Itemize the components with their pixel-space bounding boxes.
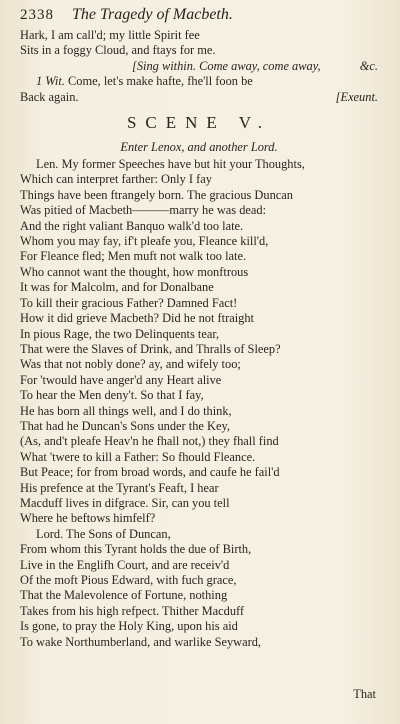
speech: Come, let's make hafte, fhe'll foon be (68, 74, 253, 89)
scene-text (20, 157, 378, 650)
verse-line: Live in the Englifh Court, and are receiv'd (20, 557, 230, 572)
verse-line: He has born all things well, and I do think, (20, 403, 232, 418)
verse-line: Was pitied of Macbeth———marry he was dead: (20, 203, 267, 218)
verse-line: From whom this Tyrant holds the due of Birth, (20, 542, 252, 557)
verse-line: What 'twere to kill a Father: So fhould Fleance. (20, 449, 256, 464)
running-title: The Tragedy of Macbeth. (72, 6, 233, 23)
verse-line: Len. My former Speeches have but hit your Thoughts, (36, 157, 305, 172)
verse-line: Which can interpret farther: Only I fay (20, 172, 212, 187)
verse-line: Whom you may fay, if't pleafe you, Fleance kill'd, (20, 234, 269, 249)
speech: Back again. (20, 89, 79, 104)
text-block (20, 28, 378, 105)
verse-line: For 'twould have anger'd any Heart alive (20, 372, 222, 387)
verse-line: For Fleance fled; Men muft not walk too late. (20, 249, 247, 264)
verse-line: Hark, I am call'd; my little Spirit fee (20, 28, 200, 42)
verse-line: How it did grieve Macbeth? Did he not ftraight (20, 311, 254, 326)
verse-line: Things have been ftrangely born. The gracious Duncan (20, 187, 293, 202)
verse-line: In pious Rage, the two Delinquents tear, (20, 326, 220, 341)
verse-line: (As, and't pleafe Heav'n he fhall not,) they fhall find (20, 434, 279, 449)
verse-line: Lord. The Sons of Duncan, (36, 526, 171, 541)
running-header (20, 4, 378, 28)
verse-line: Macduff lives in difgrace. Sir, can you tell (20, 495, 230, 510)
exeunt-direction: [Exeunt. (335, 89, 378, 104)
verse-line: To hear the Men deny't. So that I fay, (20, 388, 204, 403)
verse-line: Sits in a foggy Cloud, and ftays for me. (20, 43, 216, 58)
verse-line: Is gone, to pray the Holy King, upon his aid (20, 619, 238, 634)
entrance-characters: Lenox, and another Lord. (151, 140, 278, 155)
verse-line: Takes from his high refpect. Thither Macduff (20, 603, 245, 618)
verse-line: Where he beftows himfelf? (20, 511, 156, 526)
verse-line: His prefence at the Tyrant's Feaft, I hear (20, 480, 219, 495)
verse-line (20, 90, 378, 105)
stage-direction-text: [Sing within. Come away, come away, (132, 58, 321, 73)
verse-line: And the right valiant Banquo walk'd too late. (20, 218, 244, 233)
scene-heading: SCENE V. (126, 113, 272, 133)
entrance-direction (20, 139, 378, 155)
verse-line: That the Malevolence of Fortune, nothing (20, 588, 228, 603)
verse-line: But Peace; for from broad words, and caufe he fail'd (20, 465, 280, 480)
page-number: 2338 (20, 7, 54, 23)
enter-word: Enter (120, 140, 148, 155)
speaker: 1 Wit. (36, 74, 65, 89)
verse-line: That had he Duncan's Sons under the Key, (20, 418, 230, 433)
verse-line: To wake Northumberland, and warlike Seyward, (20, 634, 262, 649)
verse-line: Of the moft Pious Edward, with fuch grace, (20, 573, 237, 587)
verse-line: Was that not nobly done? ay, and wifely too; (20, 357, 241, 372)
verse-line: That were the Slaves of Drink, and Thralls of Sleep? (20, 341, 281, 356)
verse-line: It was for Malcolm, and for Donalbane (20, 280, 214, 295)
verse-line: Who cannot want the thought, how monftrous (20, 264, 249, 279)
verse-line: To kill their gracious Father? Damned Fact! (20, 295, 238, 310)
verse-line (20, 74, 378, 89)
stage-direction (20, 59, 378, 74)
stage-direction-etc: &c. (359, 58, 378, 73)
catchword: That (353, 687, 376, 701)
